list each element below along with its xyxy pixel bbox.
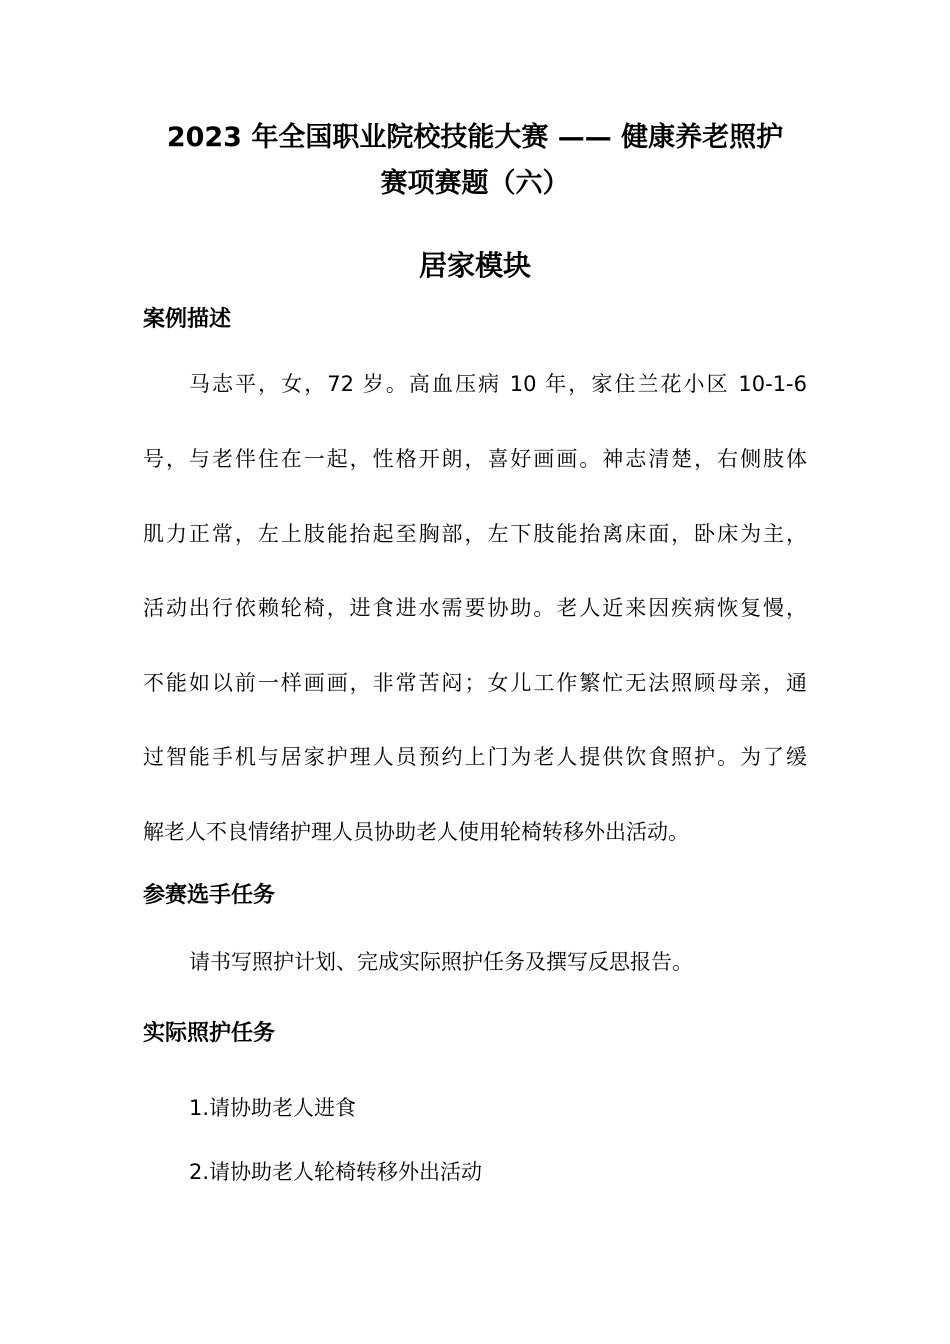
document-title-line-1: 2023 年全国职业院校技能大赛 —— 健康养老照护	[166, 122, 784, 153]
care-task-item-1: 1.请协助老人进食	[189, 1096, 357, 1120]
case-text-line-7: 解老人不良情绪护理人员协助老人使用轮椅转移外出活动。	[143, 820, 689, 844]
case-text-line-3: 肌力正常，左上肢能抬起至胸部，左下肢能抬离床面，卧床为主，	[143, 522, 807, 546]
case-text-line-4: 活动出行依赖轮椅，进食进水需要协助。老人近来因疾病恢复慢，	[143, 596, 807, 620]
care-task-item-2: 2.请协助老人轮椅转移外出活动	[189, 1160, 483, 1184]
module-title: 居家模块	[418, 249, 531, 282]
participant-task-text: 请书写照护计划、完成实际照护任务及撰写反思报告。	[189, 950, 693, 974]
case-text-line-1: 马志平，女，72 岁。高血压病 10 年，家住兰花小区 10-1-6	[189, 372, 807, 396]
case-text-line-5: 不能如以前一样画画，非常苦闷；女儿工作繁忙无法照顾母亲，通	[143, 671, 807, 695]
case-text-line-2: 号，与老伴住在一起，性格开朗，喜好画画。神志清楚，右侧肢体	[143, 447, 807, 471]
case-description-heading: 案例描述	[143, 307, 232, 332]
care-task-heading: 实际照护任务	[143, 1021, 276, 1046]
document-title-line-2: 赛项赛题（六）	[380, 168, 570, 199]
participant-task-heading: 参赛选手任务	[143, 883, 276, 908]
case-text-line-6: 过智能手机与居家护理人员预约上门为老人提供饮食照护。为了缓	[143, 745, 807, 769]
